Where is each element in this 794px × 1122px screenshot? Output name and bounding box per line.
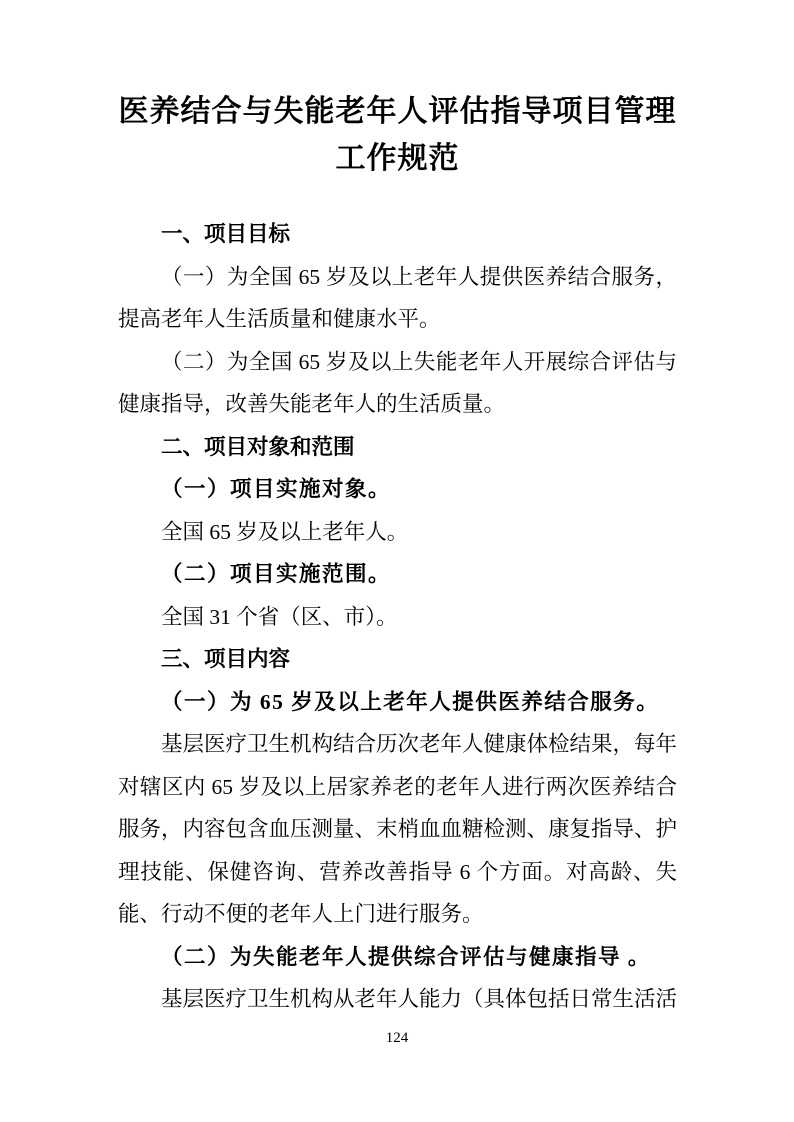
section-heading-2: 二、项目对象和范围 xyxy=(161,434,355,459)
sub-heading: （二）项目实施范围。 xyxy=(161,562,392,586)
paragraph: 全国 31 个省（区、市）。 xyxy=(161,604,398,629)
section-heading-3: 三、项目内容 xyxy=(161,647,291,671)
sub-heading: （一）为 65 岁及以上老年人提供医养结合服务。 xyxy=(161,689,660,714)
document-title-line-1: 医养结合与失能老年人评估指导项目管理 xyxy=(118,95,677,128)
page-number: 124 xyxy=(385,1030,409,1046)
sub-heading: （一）项目实施对象。 xyxy=(161,477,392,501)
paragraph: （一）为全国 65 岁及以上老年人提供医养结合服务，提高老年人生活质量和健康水平。 xyxy=(118,264,677,331)
document-title xyxy=(118,88,677,182)
paragraph: 基层医疗卫生机构结合历次老年人健康体检结果，每年对辖区内 65 岁及以上居家养老的老年人进行两次医养结合服务，内容包含血压测量、末梢血血糖检测、康复指导、护理技能、保健咨询、营养改善指导 6 个方面。对高龄、失能、行动不便的老年人上门进行服务。 xyxy=(118,732,678,926)
document-title-line-2: 工作规范 xyxy=(335,142,460,175)
sub-heading: （二）为失能老年人提供综合评估与健康指导 。 xyxy=(161,944,651,969)
paragraph: 全国 65 岁及以上老年人。 xyxy=(161,519,409,544)
paragraph: （二）为全国 65 岁及以上失能老年人开展综合评估与健康指导，改善失能老年人的生活质量。 xyxy=(118,349,677,416)
paragraph: 基层医疗卫生机构从老年人能力（具体包括日常生活活 xyxy=(161,987,678,1011)
document-body xyxy=(118,213,677,1021)
section-heading-1: 一、项目目标 xyxy=(161,222,291,246)
